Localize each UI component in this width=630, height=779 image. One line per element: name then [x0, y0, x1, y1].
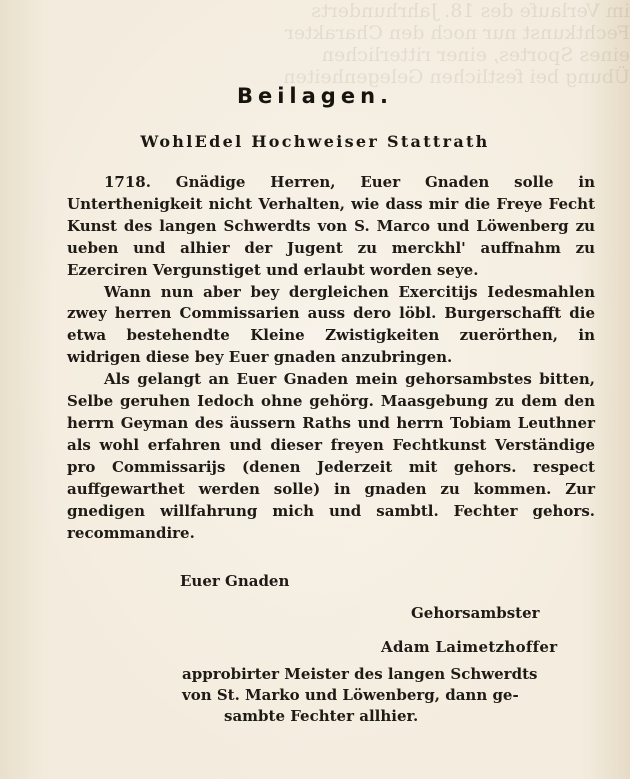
closing-formula: Gehorsambster: [411, 604, 540, 622]
letter-address: WohlEdel Hochweiser Stattrath: [140, 132, 490, 151]
signer-title-line: von St. Marko und Löwenberg, dann ge-: [182, 686, 519, 704]
signer-title-line: sambte Fechter allhier.: [224, 707, 419, 725]
signer-title: [182, 664, 594, 727]
paragraph-2: Wann nun aber bey dergleichen Exercitijs Iedesmahlen zwey herren Commissarien auss dero löbl. Burgerschafft die etwa bestehendte Kleine Zwistigkeiten zuerörthen, in widrigen diese bey Euer gnaden anzubringen.: [67, 282, 595, 367]
salutation: Euer Gnaden: [180, 572, 290, 590]
signer-title-line: approbirter Meister des langen Schwerdts: [182, 665, 538, 683]
page-heading: Beilagen.: [236, 84, 394, 108]
letter-body: [67, 172, 595, 544]
signature-name: Adam Laimetzhoffer: [381, 638, 558, 656]
bleed-through-text: im Verlaufe des 18. Jahrhunderts Fechtkunst nur noch den Charakter eines Sportes, einer ritterlichen Übung bei festlichen Gelegenheiten: [283, 0, 630, 88]
paragraph-1: 1718. Gnädige Herren, Euer Gnaden solle in Unterthenigkeit nicht Verhalten, wie dass mir die Freye Fecht Kunst des langen Schwerdts von S. Marco und Löwenberg zu ueben und alhier der Jugent zu merckhl' auffnahm zu Ezerciren Vergunstiget und erlaubt worden seye.: [67, 173, 595, 279]
paragraph-3: Als gelangt an Euer Gnaden mein gehorsambstes bitten, Selbe geruhen Iedoch ohne gehörg. Maasgebung zu dem den herrn Geyman des äussern Raths und herrn Tobiam Leuthner als wohl erfahren und dieser freyen Fechtkunst Verständige pro Commissarijs (denen Jederzeit mit gehors. respect auffgewarthet werden solle) in gnaden zu kommen. Zur gnedigen willfahrung mich und sambtl. Fechter gehors. recommandire.: [67, 370, 595, 542]
